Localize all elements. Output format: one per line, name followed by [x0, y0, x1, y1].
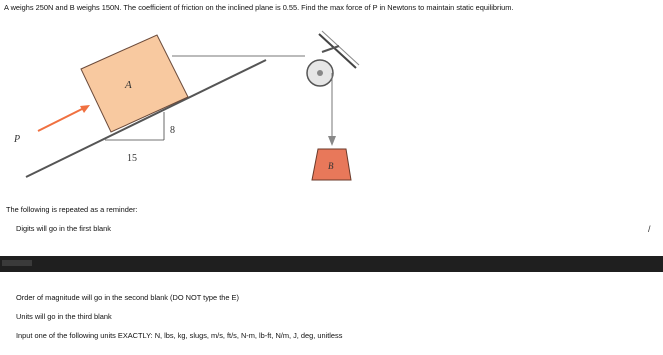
instruction-units-list: Input one of the following units EXACTLY: N, lbs, kg, slugs, m/s, ft/s, N-m, lb-ft, N/m, J, deg, unitless	[16, 331, 343, 340]
toolbar-strip	[0, 256, 663, 272]
slope-run-label: 15	[127, 153, 137, 164]
instruction-digits: Digits will go in the first blank	[16, 224, 111, 233]
block-a-label: A	[125, 79, 132, 91]
reminder-text: The following is repeated as a reminder:	[6, 205, 138, 214]
hook	[328, 136, 336, 146]
slope-rise-label: 8	[170, 125, 175, 136]
instruction-units: Units will go in the third blank	[16, 312, 112, 321]
force-p-arrow	[38, 108, 84, 131]
incline-diagram	[0, 22, 420, 202]
question-text: A weighs 250N and B weighs 150N. The coefficient of friction on the inclined plane is 0.55. Find the max force of P in Newtons to maintain static equilibrium.	[4, 3, 514, 12]
block-a	[81, 35, 188, 132]
cursor-slash: /	[648, 224, 651, 234]
instruction-order: Order of magnitude will go in the second blank (DO NOT type the E)	[16, 293, 239, 302]
block-b-label: B	[328, 161, 334, 171]
toolbar-tag	[2, 260, 32, 266]
pulley-hub	[317, 70, 323, 76]
force-p-label: P	[14, 134, 21, 145]
pulley-hatch	[322, 31, 359, 65]
